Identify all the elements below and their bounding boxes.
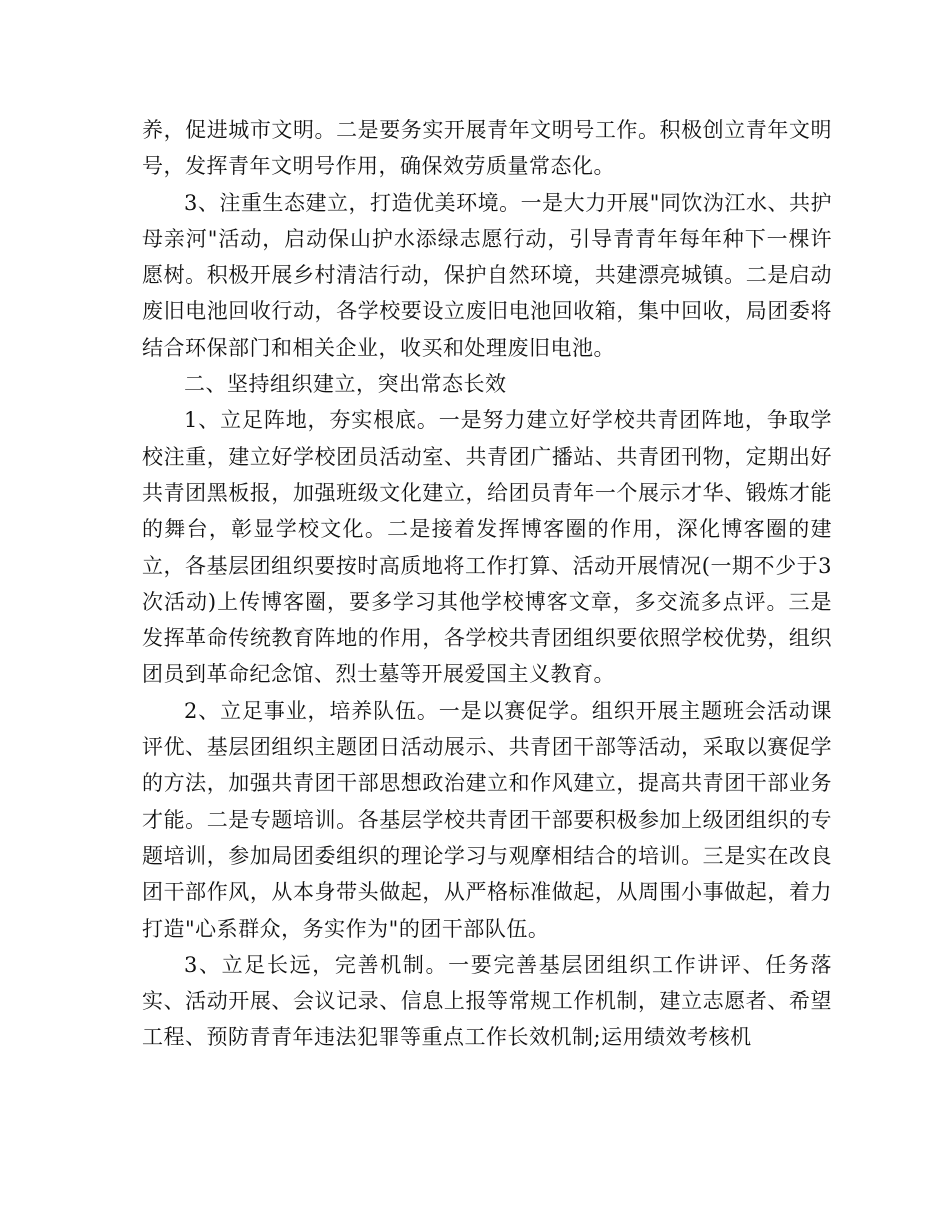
- paragraph-mechanism: 3、立足长远，完善机制。一要完善基层团组织工作讲评、任务落实、活动开展、会议记录、信息上报等常规工作机制，建立志愿者、希望工程、预防青青年违法犯罪等重点工作长效机制;运用绩效考核机: [142, 952, 832, 1050]
- paragraph-ecology: 3、注重生态建立，打造优美环境。一是大力开展"同饮沩江水、共护母亲河"活动，启动保山护水添绿志愿行动，引导青青年每年种下一棵许愿树。积极开展乡村清洁行动，保护自然环境，共建漂亮城镇。二是启动废旧电池回收行动，各学校要设立废旧电池回收箱，集中回收，局团委将结合环保部门和相关企业，收买和处理废旧电池。: [142, 190, 832, 360]
- document-page: [142, 112, 832, 1056]
- paragraph-continuation: 养，促进城市文明。二是要务实开展青年文明号工作。积极创立青年文明号，发挥青年文明号作用，确保效劳质量常态化。: [142, 118, 832, 179]
- paragraph-team-building: 2、立足事业，培养队伍。一是以赛促学。组织开展主题班会活动课评优、基层团组织主题团日活动展示、共青团干部等活动，采取以赛促学的方法，加强共青团干部思想政治建立和作风建立，提高共青团干部业务才能。二是专题培训。各基层学校共青团干部要积极参加上级团组织的专题培训，参加局团委组织的理论学习与观摩相结合的培训。三是实在改良团干部作风，从本身带头做起，从严格标准做起，从周围小事做起，着力打造"心系群众，务实作为"的团干部队伍。: [142, 698, 832, 941]
- paragraph-position-foundation: 1、立足阵地，夯实根底。一是努力建立好学校共青团阵地，争取学校注重，建立好学校团员活动室、共青团广播站、共青团刊物，定期出好共青团黑板报，加强班级文化建立，给团员青年一个展示才华、锻炼才能的舞台，彰显学校文化。二是接着发挥博客圈的作用，深化博客圈的建立，各基层团组织要按时高质地将工作打算、活动开展情况(一期不少于3次活动)上传博客圈，要多学习其他学校博客文章，多交流多点评。三是发挥革命传统教育阵地的作用，各学校共青团组织要依照学校优势，组织团员到革命纪念馆、烈士墓等开展爱国主义教育。: [142, 408, 832, 687]
- section-heading: 二、坚持组织建立，突出常态长效: [184, 372, 507, 397]
